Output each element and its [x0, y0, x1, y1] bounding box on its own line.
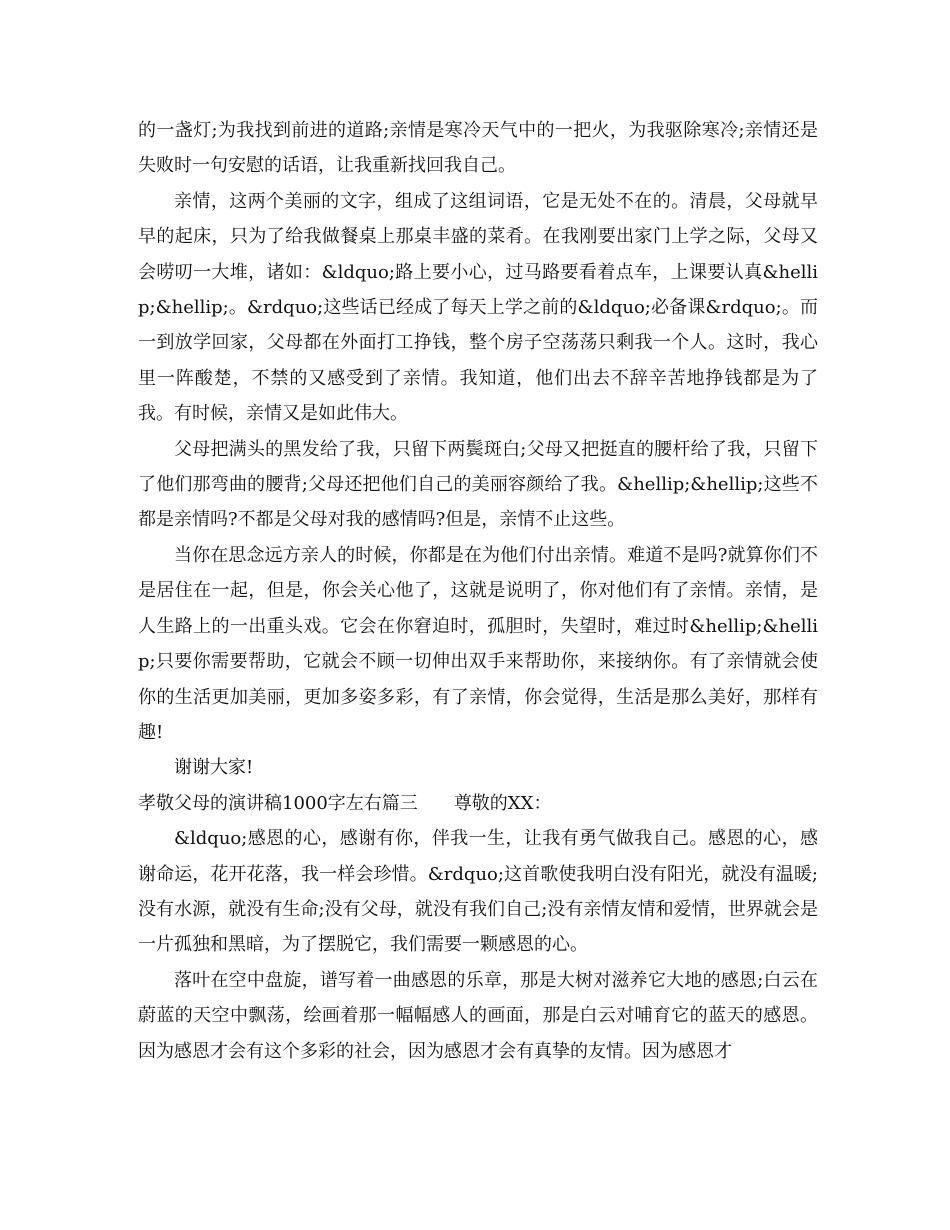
section-heading: [138, 786, 818, 821]
paragraph-3: 父母把满头的黑发给了我，只留下两鬓斑白;父母又把挺直的腰杆给了我，只留下了他们那弯曲的腰背;父母还把他们自己的美丽容颜给了我。&hellip;&hellip;这些不都是亲情吗?不都是父母对我的感情吗?但是，亲情不止这些。: [138, 438, 818, 531]
paragraph-4: 当你在思念远方亲人的时候，你都是在为他们付出亲情。难道不是吗?就算你们不是居住在一起，但是，你会关心他了，这就是说明了，你对他们有了亲情。亲情，是人生路上的一出重头戏。它会在你窘迫时，孤胆时，失望时，难过时&hellip;&hellip;只要你需要帮助，它就会不顾一切伸出双手来帮助你，来接纳你。有了亲情就会使你的生活更加美丽，更加多姿多彩，有了亲情，你会觉得，生活是那么美好，那样有趣!: [138, 544, 818, 743]
paragraph-2: 亲情，这两个美丽的文字，组成了这组词语，它是无处不在的。清晨，父母就早早的起床，只为了给我做餐桌上那桌丰盛的菜肴。在我刚要出家门上学之际，父母又会唠叨一大堆，诸如：&ldquo;路上要小心，过马路要看着点车，上课要认真&hellip;&hellip;。&rdquo;这些话已经成了每天上学之前的&ldquo;必备课&rdquo;。而一到放学回家，父母都在外面打工挣钱，整个房子空荡荡只剩我一个人。这时，我心里一阵酸楚，不禁的又感受到了亲情。我知道，他们出去不辞辛苦地挣钱都是为了我。有时候，亲情又是如此伟大。: [138, 190, 818, 425]
salutation: 尊敬的XX：: [453, 792, 552, 814]
document-page: [138, 113, 818, 1069]
paragraph-7: 落叶在空中盘旋，谱写着一曲感恩的乐章，那是大树对滋养它大地的感恩;白云在蔚蓝的天空中飘荡，绘画着那一幅幅感人的画面，那是白云对哺育它的蓝天的感恩。因为感恩才会有这个多彩的社会，因为感恩才会有真挚的友情。因为感恩才: [138, 969, 818, 1062]
paragraph-1: 的一盏灯;为我找到前进的道路;亲情是寒冷天气中的一把火，为我驱除寒冷;亲情还是失败时一句安慰的话语，让我重新找回我自己。: [138, 120, 818, 177]
paragraph-5: 谢谢大家!: [174, 757, 254, 779]
paragraph-6: &ldquo;感恩的心，感谢有你，伴我一生，让我有勇气做我自己。感恩的心，感谢命运，花开花落，我一样会珍惜。&rdquo;这首歌使我明白没有阳光，就没有温暖;没有水源，就没有生命;没有父母，就没有我们自己;没有亲情友情和爱情，世界就会是一片孤独和黑暗，为了摆脱它，我们需要一颗感恩的心。: [138, 828, 818, 956]
section-title: 孝敬父母的演讲稿1000字左右篇三: [138, 792, 418, 814]
